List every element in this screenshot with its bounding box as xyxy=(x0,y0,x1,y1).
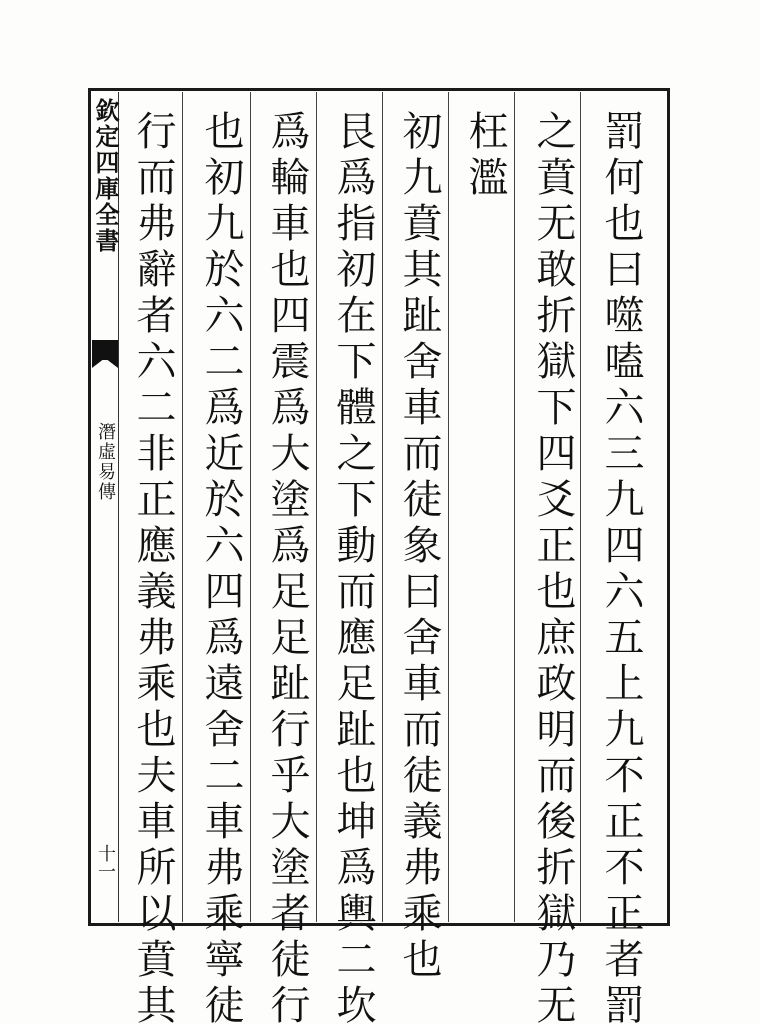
text-column-8: 行而弗辭者六二非正應義弗乘也夫車所以賁其 xyxy=(130,110,176,1030)
column-rule xyxy=(250,92,251,922)
fish-tail-mark xyxy=(92,340,118,360)
volume-title: 潛虛易傳 xyxy=(95,422,116,502)
column-rule xyxy=(382,92,383,922)
text-column-6: 爲輪車也四震爲大塗爲足足趾行乎大塗者徒行 xyxy=(264,110,310,1030)
column-rule xyxy=(316,92,317,922)
text-column-4: 初九賁其趾舍車而徒象曰舍車而徒義弗乘也 xyxy=(396,110,442,984)
fish-tail-notch xyxy=(92,358,118,368)
text-column-2: 之賁无敢折獄下四爻正也庶政明而後折獄乃无 xyxy=(530,110,576,1030)
column-rule xyxy=(448,92,449,922)
margin-banner xyxy=(92,92,118,922)
text-column-1: 罰何也曰噬嗑六三九四六五上九不正不正者罰 xyxy=(598,110,644,1030)
column-rule xyxy=(182,92,183,922)
book-title: 欽定四庫全書 xyxy=(91,98,120,254)
column-rule xyxy=(514,92,515,922)
text-column-5: 艮爲指初在下體之下動而應足趾也坤爲輿二坎 xyxy=(330,110,376,1030)
text-column-7: 也初九於六二爲近於六四爲遠舍二車弗乘寧徒 xyxy=(198,110,244,1030)
text-column-3: 枉濫 xyxy=(462,110,508,202)
page-number: 十一 xyxy=(95,844,116,880)
